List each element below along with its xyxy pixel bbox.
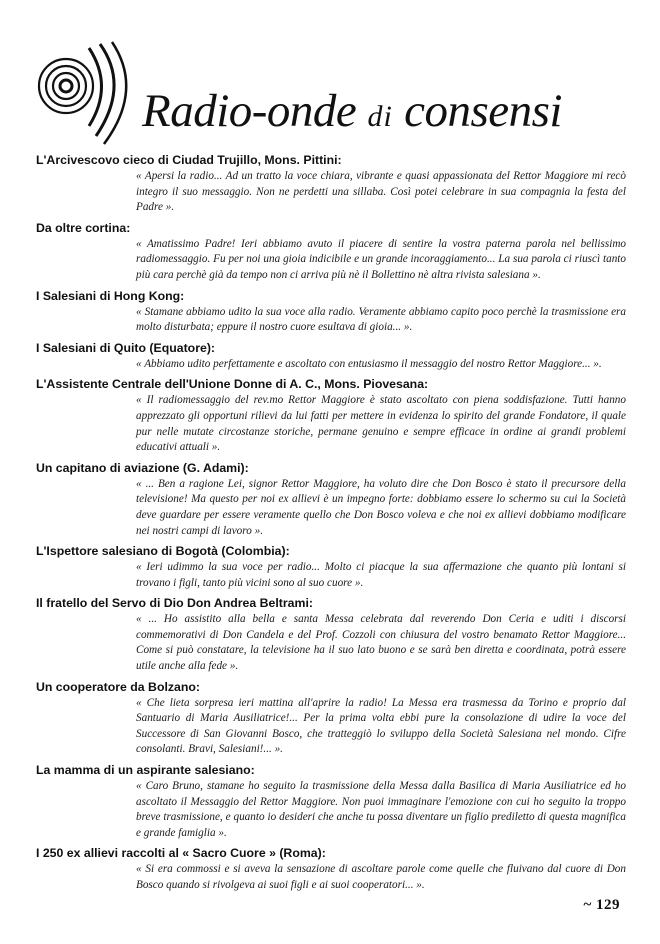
entry-quote: « ... Ho assistito alla bella e santa Messa celebrata dal reverendo Don Ceria e uditi i discorsi commemorativi di Don Candela e del Prof. Cozzoli con chiusura del vostro benamato Rettor Maggiore... Come si può constatare, la televisione ha il suo lato buono e se sarà ben diretta e coordinata, potrà essere utile anche alla fede ». (136, 613, 626, 673)
entry-quote: « Il radiomessaggio del rev.mo Rettor Maggiore è stato ascoltato con piena soddisfazione. Tutti hanno apprezzato gli opportuni rilievi da lui fatti per mettere in evidenza lo spirito del grande Fondatore, il quale pur nelle mutate circostanze storiche, permane genuino e sempre efficace in ordine ai grandi problemi educativi attuali ». (136, 394, 626, 454)
entry-heading: I Salesiani di Hong Kong: (36, 288, 185, 303)
entry-quote: « Ieri udimmo la sua voce per radio... Molto ci piacque la sua affermazione che quanto più lontani si trovano i figli, tanto più vicini sono al suo cuore ». (136, 561, 626, 589)
entry-quote: « Si era commossi e si aveva la sensazione di ascoltare parole come quelle che fluivano dal cuore di Don Bosco quando si rivolgeva ai suoi figli e ai suoi cooperatori... ». (136, 863, 626, 891)
entry (36, 845, 626, 893)
entry (36, 288, 626, 336)
entry-heading: L'Arcivescovo cieco di Ciudad Trujillo, Mons. Pittini: (36, 153, 342, 167)
entry-heading: L'Ispettore salesiano di Bogotà (Colombia): (36, 544, 290, 559)
radio-waves-icon (34, 40, 144, 150)
title-small: di (367, 100, 393, 133)
page-number: ~ 129 (583, 897, 620, 913)
page-title (142, 84, 562, 138)
entry (36, 152, 626, 216)
title-end: consensi (404, 85, 562, 137)
entry-quote: « Abbiamo udito perfettamente e ascoltato con entusiasmo il messaggio del nostro Rettor Maggiore... ». (136, 357, 602, 370)
entry-quote: « Che lieta sorpresa ieri mattina all'aprire la radio! La Messa era trasmessa da Torino e proprio dal Santuario di Maria Ausiliatrice!... Per la prima volta ebbi pure la consolazione di udire la voce del Successore di San Giovanni Bosco, che tratteggiò lo sviluppo della Società Salesiana nel mondo. Cifre consolanti. Bravi, Salesiani!... ». (136, 696, 626, 756)
entry-heading: La mamma di un aspirante salesiano: (36, 763, 255, 778)
entry (36, 679, 626, 758)
entry-quote: « Amatissimo Padre! Ieri abbiamo avuto il piacere di sentire la vostra paterna parola nel bellissimo radiomessaggio. Fu per noi una gioia indicibile e un grande incoraggiamento... La sua parola ci riuscì tanto più cara perchè già da tempo non ci arriva più nè il Bollettino nè altra rivista salesiana ». (136, 237, 626, 281)
entry-heading: Da oltre cortina: (36, 220, 131, 235)
entry-quote: « Apersi la radio... Ad un tratto la voce chiara, vibrante e quasi appassionata del Rettor Maggiore mi recò integro il suo messaggio. Non ne perdetti una sillaba. Così potei celebrare in sua compagnia la festa del Padre ». (136, 170, 626, 214)
entry (36, 220, 626, 284)
entry (36, 340, 626, 373)
entry-quote: « Caro Bruno, stamane ho seguito la trasmissione della Messa dalla Basilica di Maria Ausiliatrice ed ho ascoltato il Messaggio del Rettor Maggiore. Non puoi immaginare l'emozione con cui ho seguito la troppo breve trasmissione, e quanto io desideri che anche tu possa diventare un figlio prediletto di questa magnifica e grande famiglia ». (136, 780, 626, 839)
entry (36, 376, 626, 455)
entry (36, 762, 626, 841)
entry-heading: L'Assistente Centrale dell'Unione Donne di A. C., Mons. Piovesana: (36, 377, 429, 392)
title-main: Radio-onde (142, 85, 357, 137)
entry (36, 595, 626, 674)
masthead (34, 40, 634, 150)
entry-heading: I 250 ex allievi raccolti al « Sacro Cuore » (Roma): (36, 846, 326, 861)
entry-heading: Un capitano di aviazione (G. Adami): (36, 460, 249, 475)
entry (36, 460, 626, 539)
entry (36, 543, 626, 591)
entry-quote: « ... Ben a ragione Lei, signor Rettor Maggiore, ha voluto dire che Don Bosco è stato il precursore della televisione! Ma questo per noi ex allievi è un impegno forte: dobbiamo essere lo schermo su cui la Società deve guardare per essere veramente quello che Don Bosco voleva e che noi ex allievi dobbiamo modificare nei nostri campi di lavoro ». (136, 477, 626, 537)
entry-heading: I Salesiani di Quito (Equatore): (36, 340, 216, 355)
entry-heading: Il fratello del Servo di Dio Don Andrea Beltrami: (36, 596, 313, 611)
article-body (36, 152, 626, 898)
entry-heading: Un cooperatore da Bolzano: (36, 679, 200, 694)
entry-quote: « Stamane abbiamo udito la sua voce alla radio. Veramente abbiamo capito poco perchè la trasmissione era molto disturbata; eppure il nostro cuore esultava di gioia... ». (136, 305, 626, 334)
